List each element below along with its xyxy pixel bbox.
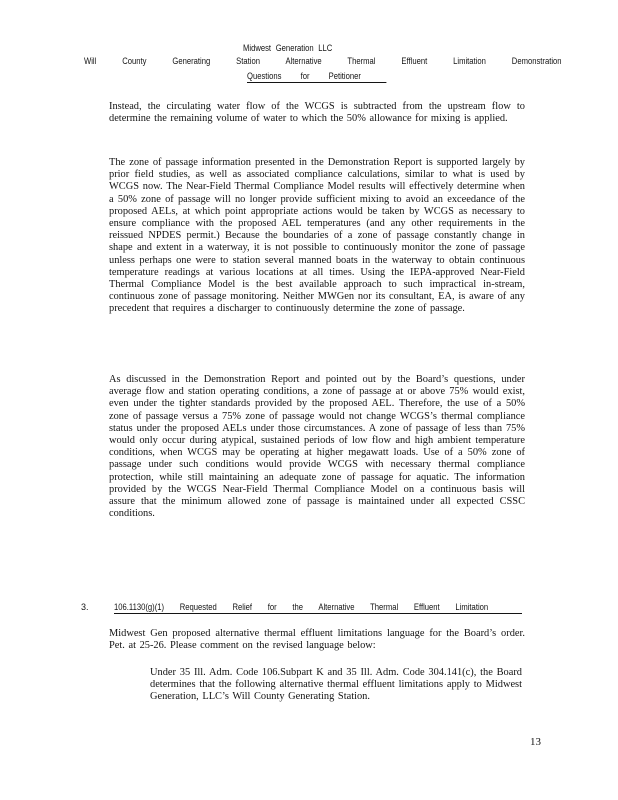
block-quote: Under 35 Ill. Adm. Code 106.Subpart K and 35 Ill. Adm. Code 304.141(c), the Board determines that the following alternative thermal effluent limitations apply to Midwest Generation, LLC’s Will County Generating Station. xyxy=(150,667,522,703)
section-title: 106.1130(g)(1) Requested Relief for the Alternative Thermal Effluent Limitation xyxy=(114,602,522,614)
page-number: 13 xyxy=(530,736,541,748)
section-number: 3. xyxy=(81,602,89,612)
header-subtitle: Questions for Petitioner xyxy=(247,71,386,83)
paragraph-circulating-flow: Instead, the circulating water flow of the WCGS is subtracted from the upstream flow to determine the remaining volume of water to which the 50% allowance for mixing is applied. xyxy=(109,101,525,125)
paragraph-demonstration-report: As discussed in the Demonstration Report and pointed out by the Board’s questions, under average flow and station operating conditions, a zone of passage at or above 75% would exist, even under the tighter standards provided by the proposed AEL. Therefore, the use of a 50% zone of passage versus a 75% zone of passage would not change WCGS’s thermal compliance status under the proposed AELs under those circumstances. A zone of passage of less than 75% would only occur during atypical, sustained periods of low flow and high ambient temperature conditions, when WCGS may be operating at higher megawatt loads. Use of a 50% zone of passage under such conditions would provide WCGS with necessary thermal compliance protection, while still maintaining an adequate zone of passage for aquatic. The information provided by the WCGS Near-Field Thermal Compliance Model on a continuous basis will assure that the minimum allowed zone of passage is maintained under all expected CSSC conditions. xyxy=(109,374,525,520)
header-company: Midwest Generation LLC xyxy=(243,43,333,53)
paragraph-proposed-language: Midwest Gen proposed alternative thermal effluent limitations language for the Board’s order. Pet. at 25-26. Please comment on the revised language below: xyxy=(109,628,525,652)
paragraph-zone-of-passage: The zone of passage information presented in the Demonstration Report is supported largely by prior field studies, as well as associated compliance calculations, similar to what is used by WCGS now. The Near-Field Thermal Compliance Model results will effectively determine when a 50% zone of passage will no longer provide sufficient mixing to avoid an exceedance of the proposed AELs, at which point appropriate actions would be taken by WCGS as necessary to ensure compliance with the proposed AEL temperatures (and any other requirements in the reissued NPDES permit.) Because the boundaries of a zone of passage constantly change in shape and extent in a waterway, it is not possible to continuously monitor the zone of passage unless perhaps one were to station several manned boats in the waterway to obtain continuous temperature readings at various locations at all times. Using the IEPA-approved Near-Field Thermal Compliance Model is the best available approach to such impractical in-stream, continuous zone of passage monitoring. Neither MWGen nor its consultant, EA, is aware of any precedent that requires a discharger to continuously determine the zone of passage. xyxy=(109,157,525,315)
header-title: Will County Generating Station Alternative Thermal Effluent Limitation Demonstration xyxy=(84,56,562,66)
